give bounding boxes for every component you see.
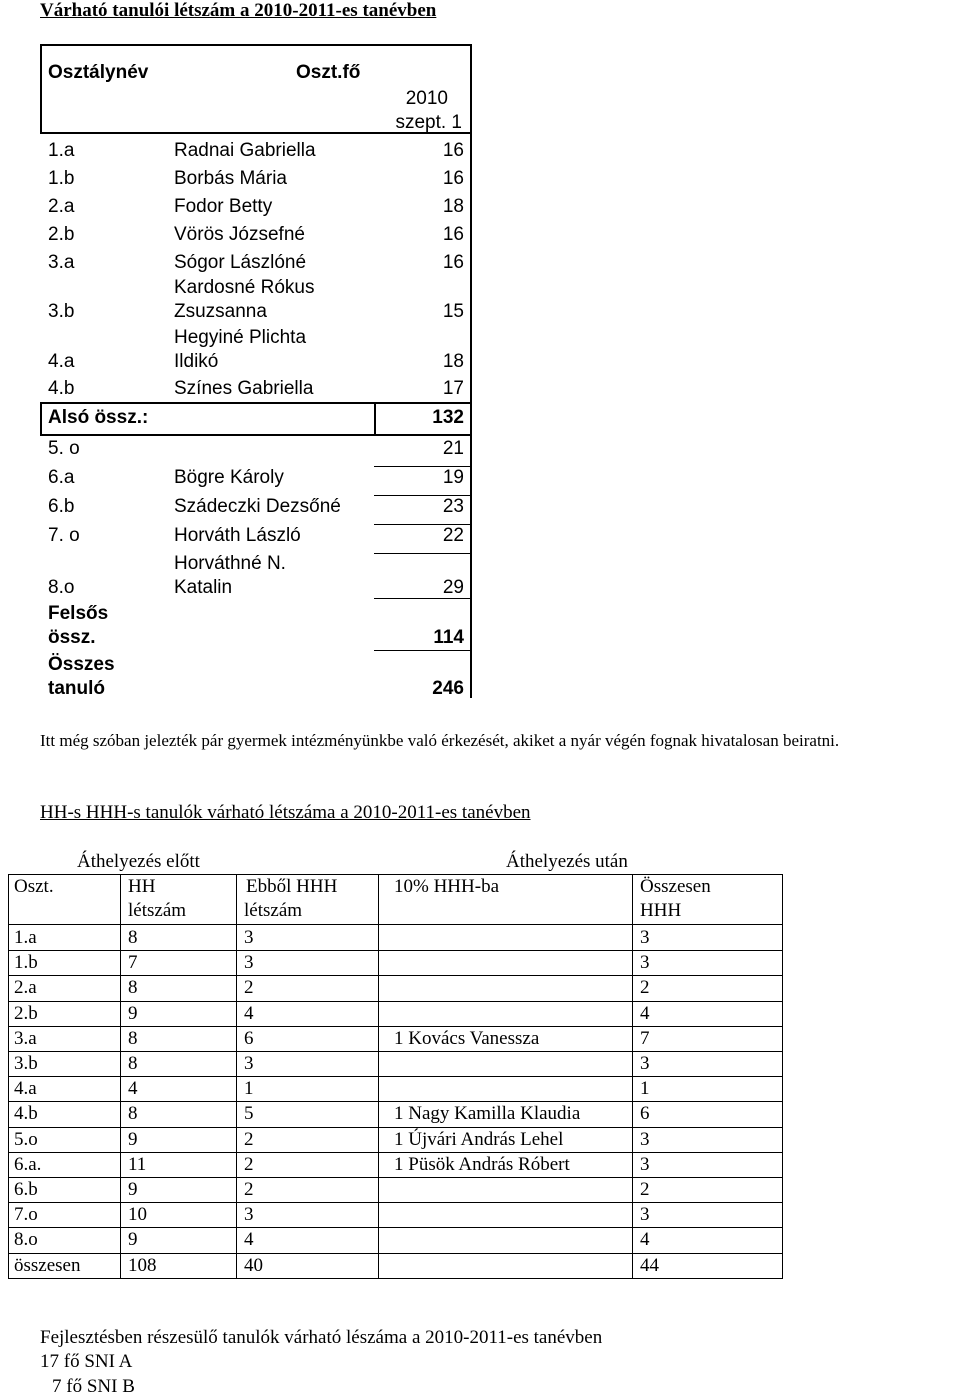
table2-row-line: [8, 1253, 782, 1254]
row-hh: 9: [128, 1129, 138, 1150]
header-ten-percent: 10% HHH-ba: [394, 876, 500, 897]
count-cell: 16: [442, 224, 464, 245]
row-class: 6.a.: [14, 1154, 42, 1175]
class-cell: 7. o: [48, 525, 80, 546]
row-total: 6: [640, 1103, 650, 1124]
row-total: 3: [640, 1053, 650, 1074]
class-cell: 3.b: [48, 301, 75, 322]
class-cell: 2.b: [48, 224, 75, 245]
count-cell: 15: [442, 301, 464, 322]
row-total: 4: [640, 1003, 650, 1024]
footer-line-1: Fejlesztésben részesülő tanulók várható lészáma a 2010-2011-es tanévben: [40, 1327, 603, 1348]
table2-header-bottom: [8, 924, 782, 925]
row-class: 2.b: [14, 1003, 38, 1024]
teacher-cell: Hegyiné Plichta: [174, 327, 307, 348]
row-hhh: 1: [244, 1078, 254, 1099]
row-class: 4.b: [14, 1103, 38, 1124]
count-cell: 16: [442, 140, 464, 161]
row-hhh: 4: [244, 1229, 254, 1250]
table2-row-line: [8, 1001, 782, 1002]
row-total: 1: [640, 1078, 650, 1099]
row-hhh: 2: [244, 1179, 254, 1200]
row-class: 1.b: [14, 952, 38, 973]
table2-row-line: [8, 1076, 782, 1077]
header-hh-1: HH: [128, 876, 156, 897]
class-cell: 8.o: [48, 577, 75, 598]
class-cell: 1.a: [48, 140, 75, 161]
row-total: 3: [640, 952, 650, 973]
row-class: 3.b: [14, 1053, 38, 1074]
row-hhh: 3: [244, 1053, 254, 1074]
table2-col-line: [378, 874, 379, 1279]
row-hh: 8: [128, 977, 138, 998]
after-transfer-label: Áthelyezés után: [506, 851, 628, 872]
table2-row-line: [8, 1227, 782, 1228]
header-total-1: Összesen: [640, 876, 711, 897]
row-hh: 11: [128, 1154, 147, 1175]
row-hh: 8: [128, 1103, 138, 1124]
header-date-2: szept. 1: [395, 112, 462, 133]
row-total: 2: [640, 1179, 650, 1200]
row-class: 5.o: [14, 1129, 38, 1150]
table2-row-line: [8, 1127, 782, 1128]
row-class: 3.a: [14, 1028, 37, 1049]
row-hh: 8: [128, 1028, 138, 1049]
before-transfer-label: Áthelyezés előtt: [77, 851, 200, 872]
row-hhh: 2: [244, 977, 254, 998]
title-expected-students: Várható tanulói létszám a 2010-2011-es tanévben: [40, 0, 437, 21]
header-class-name: Osztálynév: [48, 62, 149, 83]
row-total: 44: [640, 1255, 659, 1276]
row-class: 6.b: [14, 1179, 38, 1200]
teacher-cell: Horváthné N.: [174, 553, 286, 574]
table2-row-line: [8, 1026, 782, 1027]
row-total: 3: [640, 1154, 650, 1175]
row-ten-percent: 1 Kovács Vanessza: [394, 1028, 540, 1049]
teacher-cell: Vörös Józsefné: [174, 224, 305, 245]
table2-row-line: [8, 1177, 782, 1178]
table2-top-border: [8, 874, 782, 875]
row-hh: 108: [128, 1255, 157, 1276]
lower-total-label: Alsó össz.:: [48, 407, 149, 428]
row-hh: 8: [128, 1053, 138, 1074]
teacher-cell: Katalin: [174, 577, 233, 598]
row-total: 4: [640, 1229, 650, 1250]
footer-line-3: 7 fő SNI B: [52, 1376, 135, 1397]
table2-row-line: [8, 1278, 782, 1279]
teacher-cell: Bögre Károly: [174, 467, 284, 488]
upper-total-label-2: össz.: [48, 627, 96, 648]
table2-col-line: [632, 874, 633, 1279]
teacher-cell: Sógor Lászlóné: [174, 252, 307, 273]
count-cell: 16: [442, 168, 464, 189]
header-total-2: HHH: [640, 900, 682, 921]
count-cell: 16: [442, 252, 464, 273]
row-hhh: 4: [244, 1003, 254, 1024]
row-ten-percent: 1 Nagy Kamilla Klaudia: [394, 1103, 581, 1124]
class-cell: 6.b: [48, 496, 75, 517]
row-hhh: 3: [244, 1204, 254, 1225]
teacher-cell: Borbás Mária: [174, 168, 287, 189]
table2-col-line: [120, 874, 121, 1279]
class-cell: 5. o: [48, 438, 80, 459]
table2-row-line: [8, 1152, 782, 1153]
count-cell: 21: [442, 438, 464, 459]
row-hhh: 3: [244, 927, 254, 948]
class-cell: 1.b: [48, 168, 75, 189]
class-cell: 4.a: [48, 351, 75, 372]
row-total: 7: [640, 1028, 650, 1049]
row-ten-percent: 1 Püsök András Róbert: [394, 1154, 570, 1175]
row-hhh: 40: [244, 1255, 263, 1276]
row-total: 3: [640, 927, 650, 948]
row-class: összesen: [14, 1255, 81, 1276]
upper-total-label-1: Felsős: [48, 603, 109, 624]
all-total-value: 246: [432, 678, 464, 699]
teacher-cell: Ildikó: [174, 351, 219, 372]
teacher-cell: Fodor Betty: [174, 196, 273, 217]
row-hh: 8: [128, 927, 138, 948]
all-total-label-1: Összes: [48, 654, 115, 675]
table2-row-line: [8, 1101, 782, 1102]
count-cell: 19: [442, 467, 464, 488]
class-cell: 3.a: [48, 252, 75, 273]
row-class: 2.a: [14, 977, 37, 998]
header-hhh-2: létszám: [244, 900, 303, 921]
row-total: 2: [640, 977, 650, 998]
table2-col-line: [8, 874, 9, 1279]
lower-total-value: 132: [432, 407, 464, 428]
table2-row-line: [8, 975, 782, 976]
row-hh: 9: [128, 1003, 138, 1024]
row-class: 7.o: [14, 1204, 38, 1225]
row-class: 4.a: [14, 1078, 37, 1099]
count-cell: 29: [442, 577, 464, 598]
header-hh-2: létszám: [128, 900, 187, 921]
row-hh: 7: [128, 952, 138, 973]
row-hhh: 6: [244, 1028, 254, 1049]
row-hhh: 2: [244, 1129, 254, 1150]
title-hh-hhh: HH-s HHH-s tanulók várható létszáma a 2010-2011-es tanévben: [40, 802, 531, 823]
row-hhh: 3: [244, 952, 254, 973]
row-ten-percent: 1 Újvári András Lehel: [394, 1129, 564, 1150]
upper-total-value: 114: [433, 627, 464, 648]
class-cell: 4.b: [48, 378, 75, 399]
row-hhh: 5: [244, 1103, 254, 1124]
teacher-cell: Zsuzsanna: [174, 301, 267, 322]
header-hhh-1: Ebből HHH: [246, 876, 338, 897]
row-hh: 4: [128, 1078, 138, 1099]
header-date-1: 2010: [405, 88, 448, 109]
row-hhh: 2: [244, 1154, 254, 1175]
row-class: 1.a: [14, 927, 37, 948]
count-cell: 22: [442, 525, 464, 546]
count-cell: 23: [442, 496, 464, 517]
row-hh: 9: [128, 1179, 138, 1200]
table2-col-line: [236, 874, 237, 1279]
table2-row-line: [8, 1051, 782, 1052]
teacher-cell: Horváth László: [174, 525, 301, 546]
teacher-cell: Kardosné Rókus: [174, 277, 315, 298]
table2-row-line: [8, 950, 782, 951]
row-total: 3: [640, 1204, 650, 1225]
row-class: 8.o: [14, 1229, 38, 1250]
note-text: Itt még szóban jelezték pár gyermek intézményünkbe való érkezését, akiket a nyár végén fognak hivatalosan beiratni.: [40, 731, 840, 750]
teacher-cell: Radnai Gabriella: [174, 140, 316, 161]
class-cell: 2.a: [48, 196, 75, 217]
header-class: Oszt.: [14, 876, 54, 897]
count-cell: 18: [442, 351, 464, 372]
row-total: 3: [640, 1129, 650, 1150]
teacher-cell: Színes Gabriella: [174, 378, 314, 399]
table2-row-line: [8, 1202, 782, 1203]
header-head-teacher: Oszt.fő: [296, 62, 361, 83]
all-total-label-2: tanuló: [48, 678, 105, 699]
class-cell: 6.a: [48, 467, 75, 488]
count-cell: 18: [442, 196, 464, 217]
teacher-cell: Szádeczki Dezsőné: [174, 496, 341, 517]
row-hh: 10: [128, 1204, 147, 1225]
footer-line-2: 17 fő SNI A: [40, 1351, 133, 1372]
row-hh: 9: [128, 1229, 138, 1250]
table2-col-line: [782, 874, 783, 1279]
count-cell: 17: [442, 378, 464, 399]
